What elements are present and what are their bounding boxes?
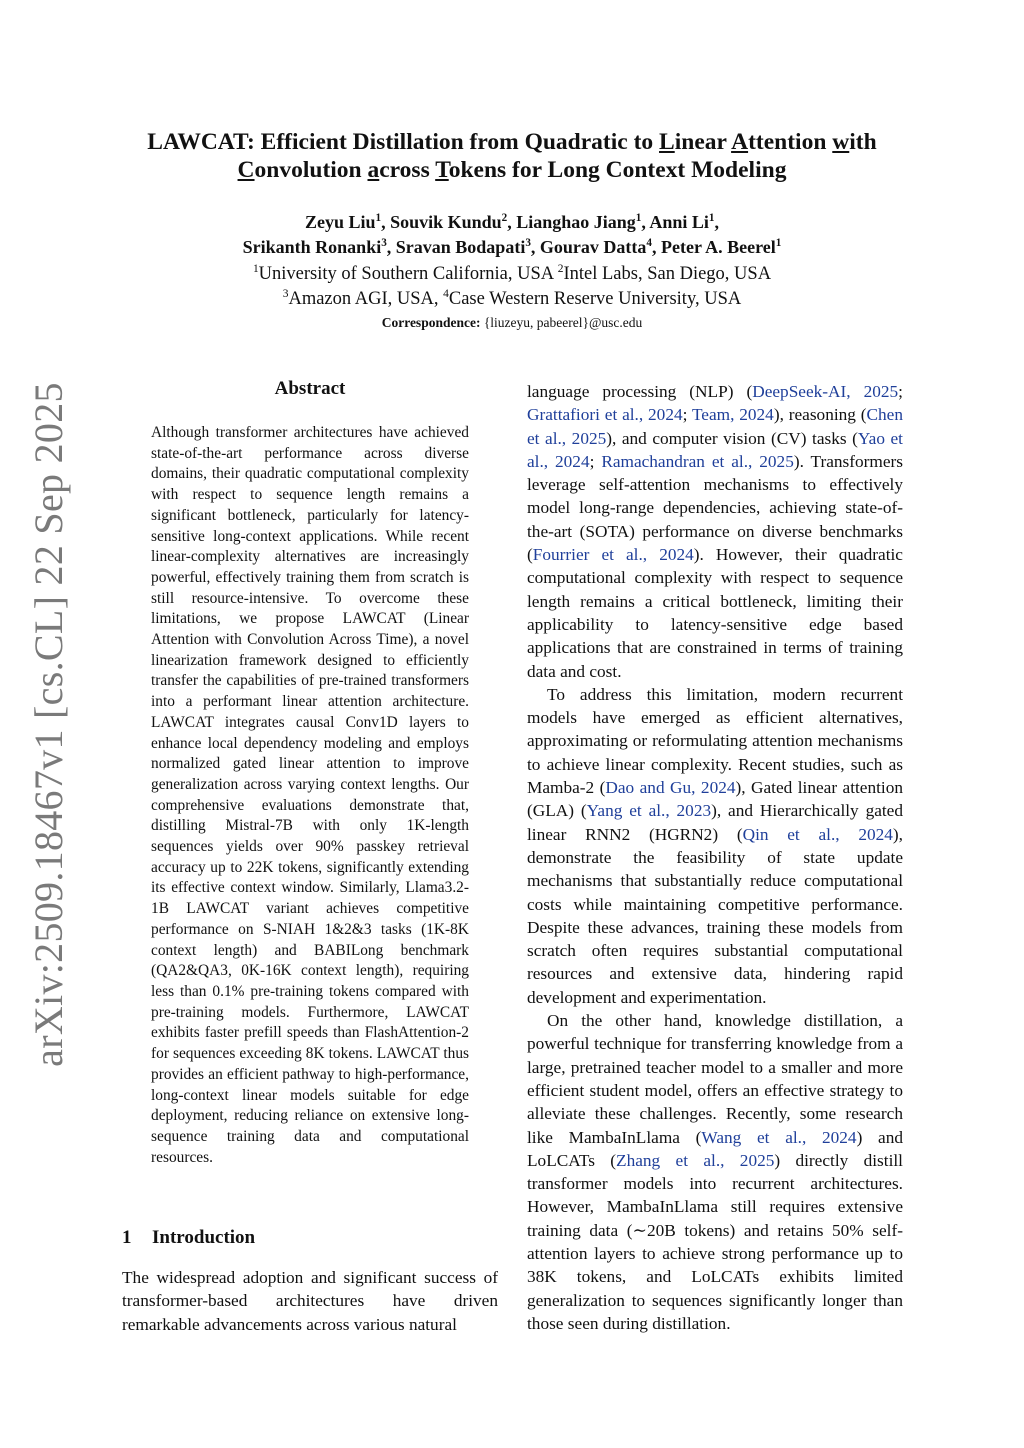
affiliations: [100, 262, 924, 312]
citation-link[interactable]: Wang et al., 2024: [701, 1127, 857, 1147]
citation-link[interactable]: Chen et al., 2025: [527, 405, 903, 448]
citation-link[interactable]: Dao and Gu, 2024: [605, 778, 736, 798]
citation-link[interactable]: Fourrier et al., 2024: [532, 545, 694, 565]
citation-link[interactable]: Zhang et al., 2025: [616, 1150, 775, 1170]
right-column: [527, 380, 903, 1335]
citation-link[interactable]: DeepSeek-AI, 2025: [752, 382, 899, 401]
section-heading-introduction: [122, 1227, 255, 1249]
author-list: [100, 210, 924, 260]
arxiv-identifier: arXiv:2509.18467v1 [cs.CL] 22 Sep 2025: [25, 381, 71, 1067]
citation-link[interactable]: Grattafiori et al., 2024: [527, 405, 683, 425]
citation-link[interactable]: Yang et al., 2023: [586, 801, 712, 821]
section-number: 1: [122, 1227, 132, 1248]
affiliation-line-1: $^1$University of Southern California, USA $^2$Intel Labs, San Diego, USA: [252, 262, 772, 284]
abstract-heading: Abstract: [274, 378, 346, 399]
citation-link[interactable]: Qin et al., 2024: [742, 824, 893, 844]
correspondence-email: {liuzeyu, pabeerel}@usc.edu: [480, 315, 643, 330]
arxiv-sidebar: [22, 381, 74, 1067]
affiliation-line-2: $^3$Amazon AGI, USA, $^4$Case Western Reserve University, USA: [282, 287, 742, 309]
intro-paragraph-2: To address this limitation, modern recurrent models have emerged as efficient alternatives, approximating or reformulating attention mechanisms to achieve linear complexity. Recent studies, such as Mamba-2 (Dao and Gu, 2024), Gated linear attention (GLA) (Yang et al., 2023), and Hierarchically gated linear RNN2 (HGRN2) (Qin et al., 2024), demonstrate the feasibility of state update mechanisms that substantially reduce computational costs while maintaining competitive performance. Despite these advances, training these models from scratch often requires substantial computational resources and extensive data, hindering rapid development and experimentation.: [527, 684, 903, 1007]
intro-paragraph-3: On the other hand, knowledge distillation, a powerful technique for transferring knowledge from a large, pretrained teacher model to a smaller and more efficient student model, offers an effective strategy to alleviate these challenges. Recently, some research like MambaInLlama (Wang et al., 2024) and LoLCATs (Zhang et al., 2025) directly distill transformer models into recurrent architectures. However, MambaInLlama still requires extensive training data (∼20B tokens) and retains 50% self-attention layers to achieve strong performance up to 38K tokens, and LoLCATs exhibits limited generalization to sequences significantly longer than those seen during distillation.: [527, 1011, 903, 1333]
correspondence-label: Correspondence:: [381, 315, 481, 330]
citation-link[interactable]: Team, 2024: [691, 405, 774, 425]
abstract-text: Although transformer architectures have achieved state-of-the-art performance across diverse domains, their quadratic computational complexity with respect to sequence length remains a significant bottleneck, particularly for latency-sensitive long-context applications. While recent linear-complexity alternatives are increasingly powerful, effectively training them from scratch is still resource-intensive. To overcome these limitations, we propose LAWCAT (Linear Attention with Convolution Across Time), a novel linearization framework designed to efficiently transfer the capabilities of pre-trained transformers into a performant linear attention architecture. LAWCAT integrates causal Conv1D layers to enhance local dependency modeling and employs normalized gated linear attention to improve generalization across varying context lengths. Our comprehensive evaluations demonstrate that, distilling Mistral-7B with only 1K-length sequences yields over 90% passkey retrieval accuracy up to 22K tokens, significantly extending its effective context window. Similarly, Llama3.2-1B LAWCAT variant achieves competitive performance on S-NIAH 1&2&3 tasks (1K-8K context length) and BABILong benchmark (QA2&QA3, 0K-16K context length), requiring less than 0.1% pre-training tokens compared with pre-training models. Furthermore, LAWCAT exhibits faster prefill speeds than FlashAttention-2 for sequences exceeding 8K tokens. LAWCAT thus provides an efficient pathway to high-performance, long-context linear models suitable for edge deployment, reducing reliance on extensive long-sequence training data and computational resources.: [151, 424, 469, 1166]
section-title: Introduction: [152, 1227, 256, 1248]
paper-title: LAWCAT: Efficient Distillation from Quadratic to Linear Attention with Convolution across Tokens for Long Context Modeling: [147, 129, 877, 183]
citation-link[interactable]: Yao et al., 2024: [527, 428, 903, 471]
author-line-1: Zeyu Liu$^1$, Souvik Kundu$^2$, Lianghao Jiang$^1$, Anni Li$^1$,: [304, 212, 719, 232]
author-line-2: Srikanth Ronanki$^3$, Sravan Bodapati$^3$, Gourav Datta$^4$, Peter A. Beerel$^1$: [242, 237, 782, 257]
intro-paragraph-left: The widespread adoption and significant success of transformer-based architectures have driven remarkable advancements across various natural: [122, 1268, 498, 1334]
citation-link[interactable]: Ramachandran et al., 2025: [601, 451, 794, 471]
intro-paragraph-1: language processing (NLP) (DeepSeek-AI, 2025; Grattafiori et al., 2024; Team, 2024), reasoning (Chen et al., 2025), and computer vision (CV) tasks (Yao et al., 2024; Ramachandran et al., 2025). Transformers leverage self-attention mechanisms to effectively model long-range dependencies, achieving state-of-the-art (SOTA) performance on diverse benchmarks (Fourrier et al., 2024). However, their quadratic computational complexity with respect to sequence length remains a critical bottleneck, limiting their applicability to latency-sensitive edge based applications that are constrained in terms of training data and cost.: [527, 382, 903, 681]
correspondence: [100, 315, 924, 331]
